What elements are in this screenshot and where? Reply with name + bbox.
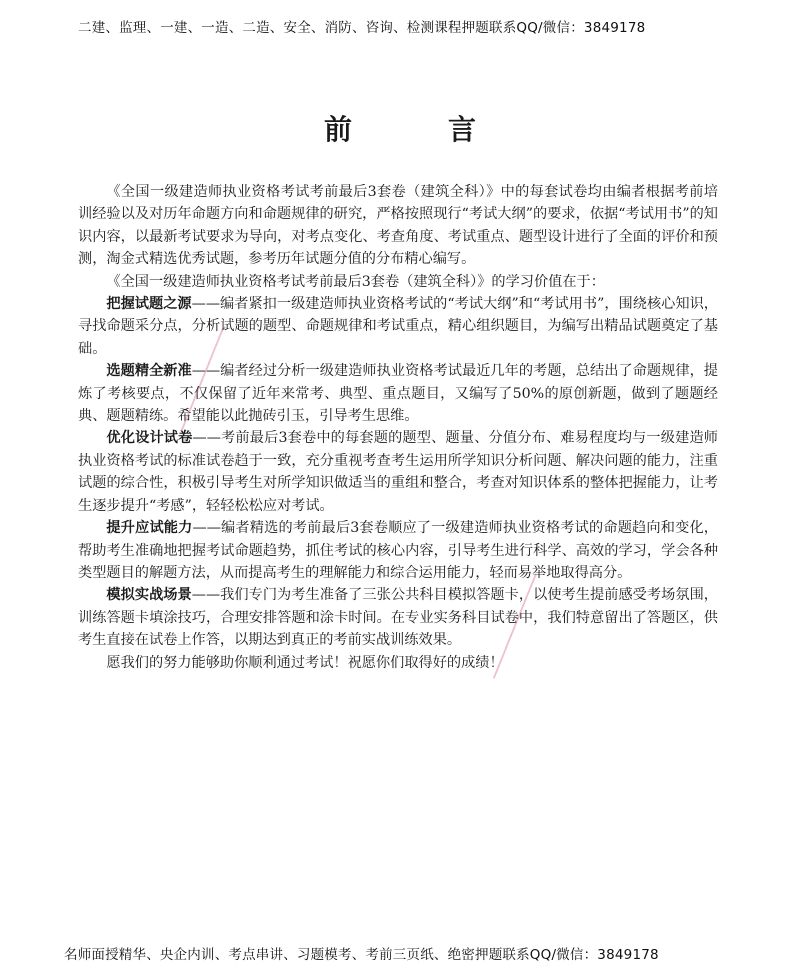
header-banner: 二建、监理、一建、一造、二造、安全、消防、咨询、检测课程押题联系QQ/微信：3849178 <box>78 20 646 36</box>
paragraph-value-intro: 《全国一级建造师执业资格考试考前最后3套卷（建筑全科）》的学习价值在于： <box>106 273 605 290</box>
footer-banner: 名师面授精华、央企内训、考点串讲、习题模考、考前三页纸、绝密押题联系QQ/微信：3849178 <box>64 947 659 963</box>
paragraph-closing: 愿我们的努力能够助你顺利通过考试！祝愿你们取得好的成绩！ <box>106 654 504 671</box>
paragraph-lead: 模拟实战场景 <box>106 587 192 604</box>
watermark-stamp: ━━━━━━━━━━━━━━━━━ <box>176 323 231 433</box>
paragraph-lead: 把握试题之源 <box>106 296 192 313</box>
paragraph-selection: 选题精全新准——编者经过分析一级建造师执业资格考试最近几年的考题，总结出了命题规律，提炼了考核要点，不仅保留了近年来常考、典型、重点题目，又编写了50%的原创新题，做到了题题经典、题题精练。希望能以此抛砖引玉，引导考生思维。 <box>78 363 718 425</box>
paragraph-simulation: 模拟实战场景——我们专门为考生准备了三张公共科目模拟答题卡，以使考生提前感受考场氛围，训练答题卡填涂技巧，合理安排答题和涂卡时间。在专业实务科目试卷中，我们特意留出了答题区，供考生直接在试卷上作答，以期达到真正的考前实战训练效果。 <box>78 587 718 649</box>
preface-body <box>78 181 718 674</box>
paragraph-intro: 《全国一级建造师执业资格考试考前最后3套卷（建筑全科）》中的每套试卷均由编者根据考前培训经验以及对历年命题方向和命题规律的研究，严格按照现行“考试大纲”的要求，依据“考试用书”的知识内容，以最新考试要求为导向，对考点变化、考查角度、考试重点、题型设计进行了全面的评价和预测，淘金式精选优秀试题，参考历年试题分值的分布精心编写。 <box>78 184 718 268</box>
page-title: 前 言 <box>323 113 510 146</box>
paragraph-exam-ability: 提升应试能力——编者精选的考前最后3套卷顺应了一级建造师执业资格考试的命题趋向和变化，帮助考生准确地把握考试命题趋势，抓住考试的核心内容，引导考生进行科学、高效的学习，学会各种类型题目的解题方法，从而提高考生的理解能力和综合运用能力，轻而易举地取得高分。 <box>78 520 718 581</box>
paragraph-optimized-design: 优化设计试卷——考前最后3套卷中的每套题的题型、题量、分值分布、难易程度均与一级建造师执业资格考试的标准试卷趋于一致，充分重视考查考生运用所学知识分析问题、解决问题的能力，注重试题的综合性，积极引导考生对所学知识做适当的重组和整合，考查对知识体系的整体把握能力，让考生逐步提升“考感”，轻轻松松应对考试。 <box>78 430 718 514</box>
paragraph-grasp-source: 把握试题之源——编者紧扣一级建造师执业资格考试的“考试大纲”和“考试用书”，围绕核心知识，寻找命题采分点，分析试题的题型、命题规律和考试重点，精心组织题目，为编写出精品试题奠定了基础。 <box>78 296 718 357</box>
paragraph-lead: 优化设计试卷 <box>106 430 193 447</box>
watermark-stamp: ━━━━━━━━━━━━━━━━━ <box>488 571 543 681</box>
paragraph-lead: 选题精全新准 <box>106 363 192 380</box>
paragraph-lead: 提升应试能力 <box>106 520 193 537</box>
